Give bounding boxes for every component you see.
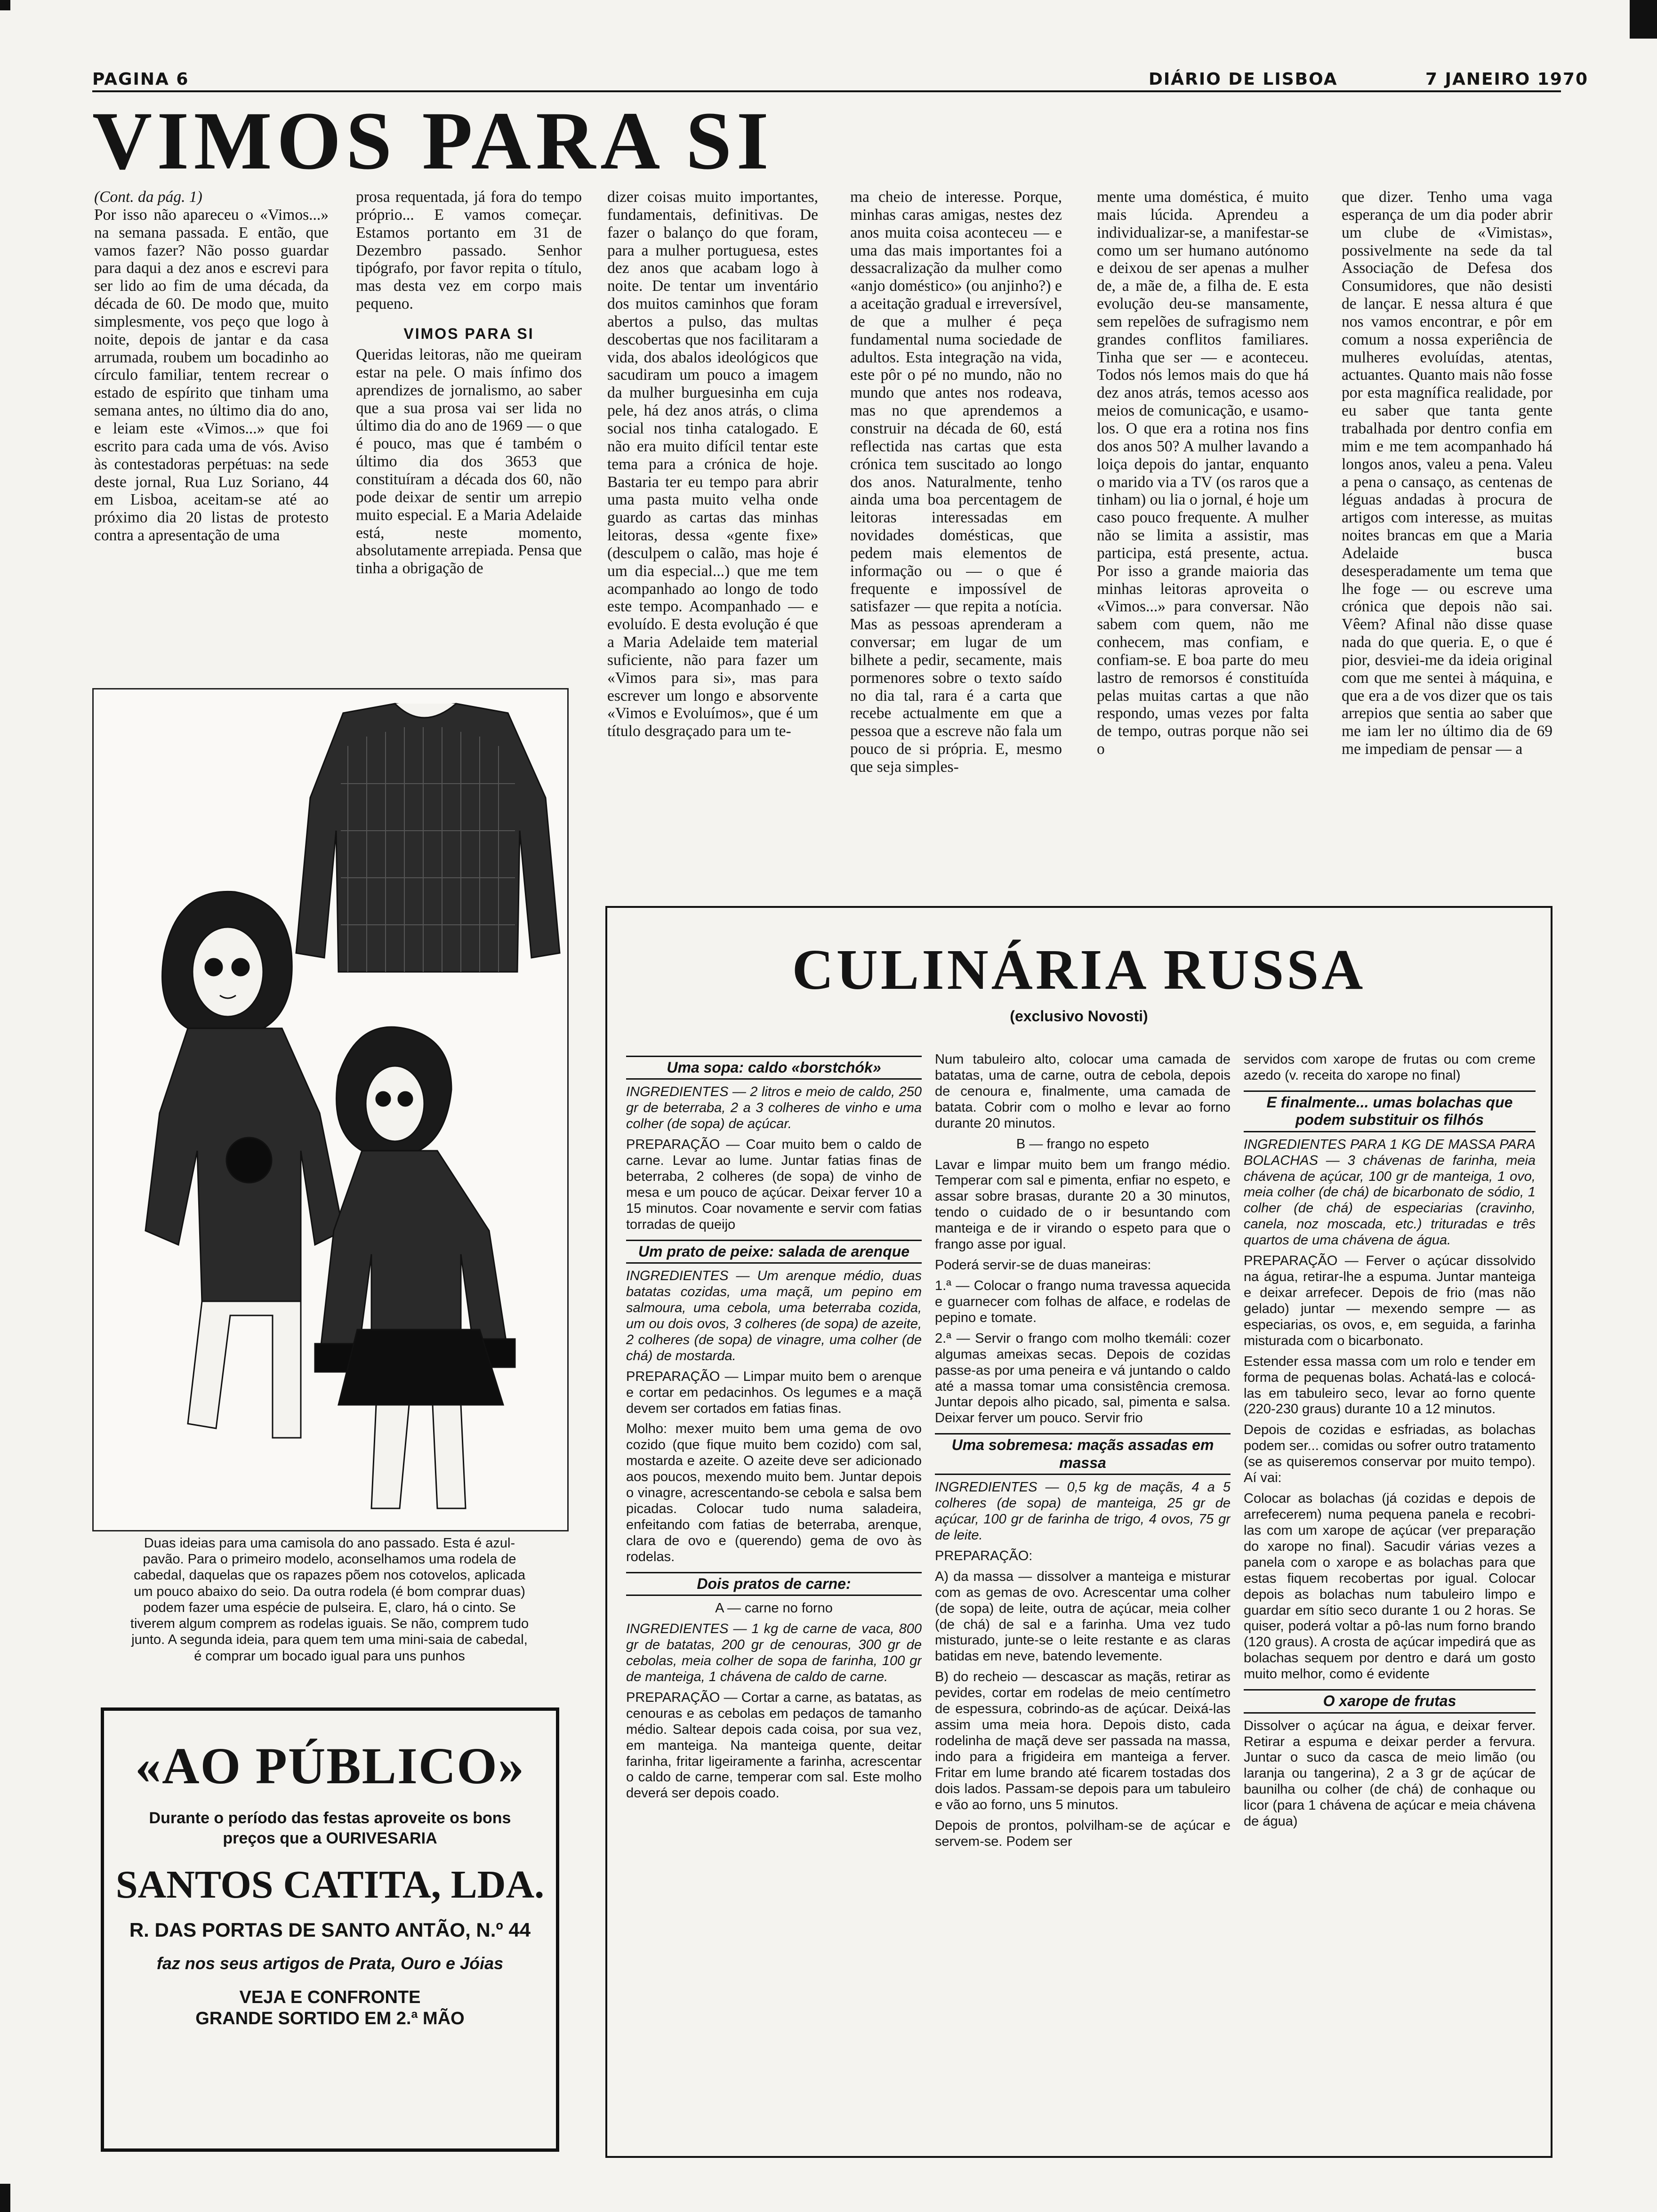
- crop-mark-bottom-left: [0, 2184, 10, 2212]
- article-text: dizer coisas muito importantes, fundamentais, definitivas. De fazer o balanço do que foram, para a mulher portuguesa, estes dez anos que acabam logo à noite. De tentar um inventário dos muitos caminhos que foram abertos a pulso, das multas descobertas que nos facilitaram a vida, dos abalos ideológicos que sacudiram um pouco a imagem da mulher burguesinha em cuja pele, há dez anos atrás, o clima social nos tinha catalogado. E não era muito difícil tentar este tema para a crónica de hoje. Bastaria ter eu tempo para abrir uma pasta muito velha onde guardo as cartas das minhas leitoras, dessa «gente fixe» (desculpem o calão, mas hoje é um dia especial...) que me tem acompanhado ao longo de todo este tempo. Acompanhado — e evoluído. E desta evolução é que a Maria Adelaide tem material suficiente, não para fazer um «Vimos para si», mas para escrever um longo e absorvente «Vimos e Evoluímos», que é um título desgraçado para um te-: [607, 188, 818, 740]
- recipe-text: Dissolver o açúcar na água, e deixar ferver. Retirar a espuma e deixar perder a fervura. Juntar o suco da casca de meio limão (ou laranja ou tangerina), 2 a 3 gr de açúcar de baunilha ou colher (de chá) de conhaque ou licor (para 1 chávena de açúcar e meia chávena de água): [1244, 1718, 1536, 1829]
- recipe-text: Colocar as bolachas (já cozidas e depois de arrefecerem) numa pequena panela e recobri-las com um xarope de açúcar (ver preparação do xarope no final). Sacudir várias vezes a panela com o xarope e as bolachas para que estas fiquem recobertas por igual. Colocar depois as bolachas num tabuleiro limpo e guardar em sítio seco durante 1 ou 2 horas. Se quiser, poderá voltar a pô-las num forno brando (120 graus). A crosta de açúcar impedirá que as bolachas sequem por dentro e dará um gosto muito melhor, como é evidente: [1244, 1491, 1536, 1682]
- article-column-2: [356, 188, 582, 687]
- ad-line: preços que a OURIVESARIA: [223, 1829, 437, 1847]
- recipe-text: 1.ª — Colocar o frango numa travessa aquecida e guarnecer com folhas de alface, e rodelas de pepino e tomate.: [935, 1278, 1231, 1325]
- recipe-heading: Dois pratos de carne:: [626, 1572, 922, 1596]
- article-column-6: [1342, 188, 1552, 894]
- article-headline: VIMOS PARA SI: [92, 95, 773, 187]
- recipe-heading: Um prato de peixe: salada de arenque: [626, 1240, 922, 1264]
- recipe-text: Poderá servir-se de duas maneiras:: [935, 1258, 1151, 1273]
- recipe-text: A) da massa — dissolver a manteiga e misturar com as gemas de ovo. Acrescentar uma colher (de sopa) de leite, outra de açúcar, meia colher (de chá) de sal e a farinha. Uma vez tudo misturado, junte-se o leite restante e as claras batidas em neve, batendo levemente.: [935, 1569, 1231, 1664]
- recipe-text: servidos com xarope de frutas ou com creme azedo (v. receita do xarope no final): [1244, 1052, 1536, 1083]
- recipe-heading: E finalmente... umas bolachas que podem substituir os filhós: [1244, 1090, 1536, 1132]
- ad-line: GRANDE SORTIDO EM 2.ª MÃO: [195, 2009, 465, 2028]
- ad-address: R. DAS PORTAS DE SANTO ANTÃO, N.º 44: [129, 1919, 531, 1941]
- recipe-ingredients: INGREDIENTES — 2 litros e meio de caldo, 250 gr de beterraba, 2 a 3 colheres de vinho e uma colher (de sopa) de açúcar.: [626, 1084, 922, 1132]
- recipe-text: Molho: mexer muito bem uma gema de ovo cozido (que fique muito bem cozido) com sal, mostarda e azeite. O azeite deve ser adicionado aos poucos, mexendo muito bem. Juntar depois o vinagre, acrescentando-se cebola e salsa bem picadas. Colocar tudo numa saladeira, enfeitando com fatias de beterraba, arenque, clara de ovo e (querendo) gema de ovo às rodelas.: [626, 1421, 922, 1564]
- recipe-preparation: PREPARAÇÃO — Cortar a carne, as batatas, as cenouras e as cebolas em pedaços de tamanho médio. Saltear depois cada coisa, por sua vez, em manteiga. Na manteiga quente, deitar farinha, fritar ligeiramente a farinha, acrescentar o caldo de carne, temperar com sal. Este molho deverá ser depois coado.: [626, 1690, 922, 1801]
- recipe-ingredients: INGREDIENTES — 1 kg de carne de vaca, 800 gr de batatas, 200 gr de cenouras, 300 gr de cebolas, meia colher de sopa de farinha, 100 gr de manteiga, 1 chávena de caldo de carne.: [626, 1621, 922, 1684]
- sweater-drawing: [94, 689, 567, 1530]
- issue-date: 7 JANEIRO 1970: [1425, 70, 1589, 89]
- recipe-preparation: PREPARAÇÃO — Limpar muito bem o arenque e cortar em pedacinhos. Os legumes e a maçã devem ser cortados em fatias finas.: [626, 1369, 922, 1416]
- ad-title: «AO PÚBLICO»: [135, 1737, 525, 1795]
- recipe-title: CULINÁRIA RUSSA: [792, 938, 1366, 1002]
- ad-company-name: SANTOS CATITA, LDA.: [115, 1863, 545, 1907]
- recipe-heading: Uma sobremesa: maçãs assadas em massa: [935, 1433, 1231, 1475]
- fashion-illustration: [92, 688, 569, 1531]
- recipe-text: Depois de cozidas e esfriadas, as bolachas podem ser... comidas ou sofrer outro tratamento (se as quiseremos conservar por muito tempo). Aí vai:: [1244, 1422, 1536, 1486]
- recipe-preparation: PREPARAÇÃO:: [935, 1548, 1033, 1563]
- subheading: VIMOS PARA SI: [403, 325, 534, 342]
- recipe-preparation: PREPARAÇÃO — Coar muito bem o caldo de carne. Levar ao lume. Juntar fatias finas de beterraba, 2 colheres (de sopa) de vinho de mesa e um pouco de açúcar. Deixar ferver 10 a 15 minutos. Coar novamente e servir com fatias torradas de queijo: [626, 1137, 922, 1232]
- recipe-text: Depois de prontos, polvilham-se de açúcar e servem-se. Podem ser: [935, 1818, 1231, 1849]
- article-text: ma cheio de interesse. Porque, minhas caras amigas, nestes dez anos muita coisa aconteceu — e uma das mais importantes foi a dessacralização da mulher como «anjo doméstico» (ou anjinho?) e a aceitação gradual e irreversível, de que a mulher é peça fundamental numa sociedade de adultos. Esta integração na vida, este pôr o pé no mundo, não no mundo que antes nos rodeava, mas no que aprendemos a construir na década de 60, está reflectida nas cartas que esta crónica tem suscitado ao longo dos anos. Naturalmente, tenho ainda uma boa percentagem de leitoras interessadas em novidades domésticas, que pedem mais elementos de informação ou — o que é frequente e impossível de satisfazer — que repita a notícia. Mas as pessoas aprenderam a conversar; em lugar de um bilhete a pedir, secamente, mais pormenores sobre o texto saído no dia tal, rara é a carta que recebe actualmente em que a pessoa que a escreve não fala um pouco de si própria. E, mesmo que seja simples-: [850, 188, 1062, 776]
- recipe-column-right: [1244, 1052, 1536, 2150]
- recipe-text: 2.ª — Servir o frango com molho tkemáli: cozer algumas ameixas secas. Depois de cozidas passe-as por uma peneira e vá juntando o caldo até a massa tomar uma consistência cremosa. Juntar depois alho picado, sal, pimenta e salsa. Deixar ferver um pouco. Servir frio: [935, 1330, 1231, 1426]
- ad-line: faz nos seus artigos de Prata, Ouro e Jóias: [156, 1954, 504, 1973]
- newspaper-name: DIÁRIO DE LISBOA: [1149, 70, 1338, 89]
- article-text: Por isso não apareceu o «Vimos...» na semana passada. E então, que vamos fazer? Não posso guardar para daqui a dez anos e escrevi para ser lido ao fim de uma década, da década de 60. De modo que, muito simplesmente, vos peço que logo à noite, depois de jantar e da casa arrumada, roubem um bocadinho ao círculo familiar, tentem recrear o estado de espírito que tinham uma semana antes, no último dia do ano, e leiam este «Vimos...» que foi escrito para cada uma de vós. Aviso às contestadoras perpétuas: na sede deste jornal, Rua Luz Soriano, 44 em Lisboa, aceitam-se até ao próximo dia 20 listas de protesto contra a apresentação de uma: [94, 206, 329, 545]
- recipe-text: Num tabuleiro alto, colocar uma camada de batatas, uma de carne, outra de cebola, depois de cenoura e, finalmente, uma camada de batata. Cobrir com o molho e levar ao forno durante 20 minutos.: [935, 1052, 1231, 1131]
- article-column-5: [1097, 188, 1309, 894]
- illustration-caption: Duas ideias para uma camisola do ano passado. Esta é azul-pavão. Para o primeiro modelo, aconselhamos uma rodela de cabedal, daquelas que os rapazes põem nos cotovelos, aplicada um pouco abaixo do seio. Da outra rodela (é bom comprar duas) podem fazer uma espécie de pulseira. E, claro, há o cinto. Se tiverem algum comprem as rodelas iguais. Se não, comprem tudo junto. A segunda ideia, para quem tem uma mini-saia de cabedal, é comprar um bocado igual para uns punhos: [130, 1536, 529, 1664]
- recipe-subheading: A — carne no forno: [715, 1601, 833, 1616]
- recipe-box: [605, 906, 1552, 2158]
- recipe-text: Estender essa massa com um rolo e tender em forma de pequenas bolas. Achatá-las e colocá-las em tabuleiro seco, levar ao forno quente (220-230 graus) durante 10 a 12 minutos.: [1244, 1354, 1536, 1417]
- article-text: Queridas leitoras, não me queiram estar na pele. O mais ínfimo dos aprendizes de jornalismo, ao saber que a sua prosa vai ser lida no último dia do ano de 1969 — o que é pouco, mas que é também o último dia dos 3653 que constituíram a década dos 60, não pode deixar de sentir um arrepio muito especial. E a Maria Adelaide está, neste momento, absolutamente arrepiada. Pensa que tinha a obrigação de: [356, 346, 582, 577]
- recipe-text: B) do recheio — descascar as maçãs, retirar as pevides, cortar em rodelas de meio centímetro de espessura, cobrindo-as de açúcar. Deixá-las assim uma meia hora. Depois disto, cada rodelinha de maçã deve ser passada na massa, indo para a frigideira em manteiga a ferver. Fritar em lume brando até ficarem tostadas dos dois lados. Passam-se depois para um tabuleiro e vão ao forno, uns 5 minutos.: [935, 1669, 1231, 1812]
- recipe-heading: O xarope de frutas: [1244, 1689, 1536, 1713]
- header-rule: [92, 90, 1561, 92]
- recipe-heading: Uma sopa: caldo «borstchók»: [626, 1056, 922, 1080]
- article-column-4: [850, 188, 1062, 894]
- jewelry-advertisement: [101, 1707, 559, 2152]
- article-column-3: [607, 188, 818, 894]
- recipe-subtitle: (exclusivo Novosti): [1010, 1008, 1148, 1025]
- recipe-ingredients: INGREDIENTES — 0,5 kg de maçãs, 4 a 5 colheres (de sopa) de manteiga, 25 gr de açúcar, 100 gr de farinha de trigo, 4 ovos, 75 gr de leite.: [935, 1480, 1231, 1543]
- ad-line: Durante o período das festas aproveite os bons: [149, 1809, 511, 1827]
- crop-mark-top-right: [1630, 0, 1657, 39]
- recipe-ingredients: INGREDIENTES PARA 1 KG DE MASSA PARA BOLACHAS — 3 chávenas de farinha, meia chávena de açúcar, 100 gr de manteiga, 1 ovo, meia colher (de chá) de bicarbonato de sódio, 1 colher (de chá) de especiarias (cravinho, canela, noz moscada, etc.) trituradas e três quartos de uma chávena de água.: [1244, 1137, 1536, 1248]
- article-text: prosa requentada, já fora do tempo próprio... E vamos começar. Estamos portanto em 31 de Dezembro passado. Senhor tipógrafo, por favor repita o título, mas desta vez em corpo mais pequeno.: [356, 188, 582, 313]
- article-column-1: [94, 188, 329, 687]
- article-text: que dizer. Tenho uma vaga esperança de um dia poder abrir um clube de «Vimistas», possivelmente na sede da tal Associação de Defesa dos Consumidores, que não desisti de lançar. E nessa altura é que nos vamos encontrar, e pôr em comum a nossa experiência de mulheres evoluídas, atentas, actuantes. Quanto mais não fosse por esta magnífica realidade, por eu saber que tanta gente trabalhada por dentro confia em mim e me tem acompanhado há longos anos, valeu a pena. Valeu a pena o cansaço, as centenas de léguas andadas à procura de artigos com interesse, as muitas noites brancas em que a Maria Adelaide busca desesperadamente um tema que lhe foge — ou escreve uma crónica que depois não sai. Vêem? Afinal não disse quase nada do que queria. E, o que é pior, desviei-me da ideia original com que me sentei à máquina, e que era a de vos dizer que os tais arrepios que sentia ao saber que me iam ler no último dia de 69 me impediam de pensar — a: [1342, 188, 1552, 758]
- recipe-text: Lavar e limpar muito bem um frango médio. Temperar com sal e pimenta, enfiar no espeto, e assar sobre brasas, durante 20 a 30 minutos, tendo o cuidado de o ir besuntando com manteiga e de ir virando o espeto para que o frango asse por igual.: [935, 1157, 1231, 1252]
- continuation-note: (Cont. da pág. 1): [94, 188, 202, 206]
- recipe-column-left: [626, 1049, 922, 2150]
- crop-mark-top-left: [0, 0, 10, 10]
- recipe-subheading: B — frango no espeto: [1016, 1136, 1150, 1152]
- article-text: mente uma doméstica, é muito mais lúcida. Aprendeu a individualizar-se, a manifestar-se como um ser humano autónomo e deixou de ser apenas a mulher de, a mãe de, a filha de. E esta evolução deu-se mansamente, sem repelões de sufragismo nem grandes conflitos familiares. Tinha que ser — e aconteceu. Todos nós lemos mais do que há dez anos atrás, temos acesso aos meios de comunicação, e usamo-los. O que era a rotina nos fins dos anos 50? A mulher lavando a loiça depois do jantar, enquanto o marido via a TV (os raros que a tinham) ou lia o jornal, é hoje um caso pouco frequente. A mulher não se limita a assistir, mas participa, está presente, actua. Por isso a grande maioria das minhas leitoras aproveita o «Vimos...» para conversar. Não sabem com quem, não me conhecem, mas confiam, e confiam-se. E boa parte do meu lastro de remorsos é constituída pelas muitas cartas a que não respondo, umas vezes por falta de tempo, outras porque não sei o: [1097, 188, 1309, 758]
- recipe-column-middle: [935, 1052, 1231, 2150]
- recipe-preparation: PREPARAÇÃO — Ferver o açúcar dissolvido na água, retirar-lhe a espuma. Juntar manteiga e deixar arrefecer. Depois de frio (mas não gelado) juntar — mexendo sempre — as especiarias, os ovos, e, em seguida, a farinha misturada com o bicarbonato.: [1244, 1253, 1536, 1348]
- recipe-ingredients: INGREDIENTES — Um arenque médio, duas batatas cozidas, uma maçã, um pepino em salmoura, uma cebola, uma beterraba cozida, um ou dois ovos, 3 colheres (de sopa) de azeite, 2 colheres (de sopa) de vinagre, uma colher (de chá) de mostarda.: [626, 1268, 922, 1363]
- ad-line: VEJA E CONFRONTE: [239, 1988, 421, 2007]
- page-number: PAGINA 6: [92, 70, 189, 89]
